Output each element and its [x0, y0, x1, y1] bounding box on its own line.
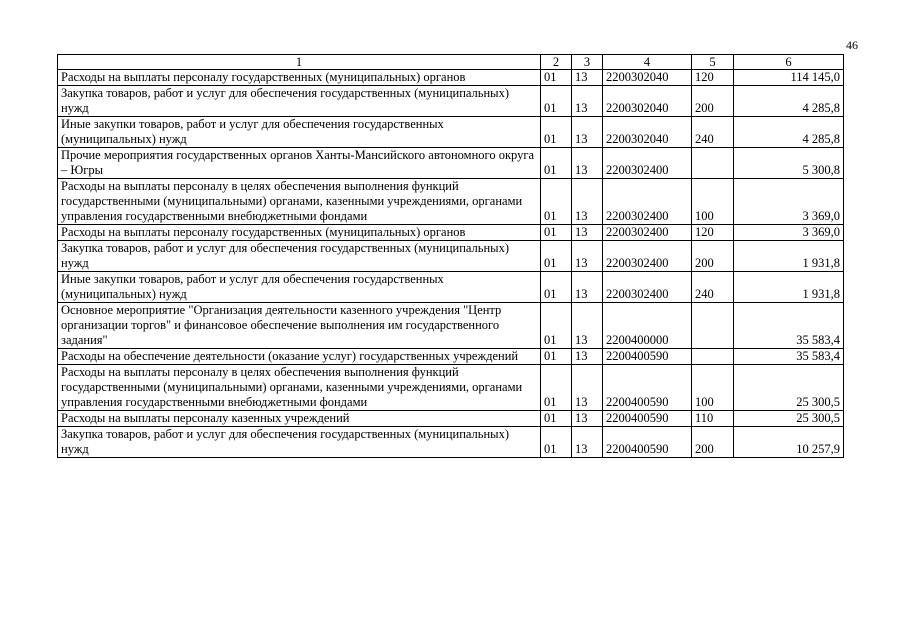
target-article-code: 2200302040: [603, 117, 692, 148]
amount: 35 583,4: [734, 303, 844, 349]
expense-type-code: [692, 303, 734, 349]
row-description: Расходы на обеспечение деятельности (оказание услуг) государственных учреждений: [58, 349, 541, 365]
subsection-code: 13: [572, 272, 603, 303]
amount: 1 931,8: [734, 272, 844, 303]
amount: 3 369,0: [734, 179, 844, 225]
column-header: 6: [734, 55, 844, 70]
column-header: 4: [603, 55, 692, 70]
expense-type-code: 120: [692, 225, 734, 241]
target-article-code: 2200302040: [603, 70, 692, 86]
table-row: [58, 86, 844, 117]
table-row: [58, 241, 844, 272]
target-article-code: 2200302040: [603, 86, 692, 117]
expense-type-code: 100: [692, 179, 734, 225]
section-code: 01: [541, 225, 572, 241]
subsection-code: 13: [572, 427, 603, 458]
table-row: [58, 349, 844, 365]
amount: 25 300,5: [734, 365, 844, 411]
section-code: 01: [541, 349, 572, 365]
target-article-code: 2200302400: [603, 225, 692, 241]
row-description: Расходы на выплаты персоналу в целях обеспечения выполнения функций государственными (муниципальными) органами, казенными учреждениями, органами управления государственными внебюджетными фондами: [58, 179, 541, 225]
table-row: [58, 225, 844, 241]
expense-type-code: 200: [692, 241, 734, 272]
row-description: Расходы на выплаты персоналу в целях обеспечения выполнения функций государственными (муниципальными) органами, казенными учреждениями, органами управления государственными внебюджетными фондами: [58, 365, 541, 411]
target-article-code: 2200302400: [603, 148, 692, 179]
row-description: Закупка товаров, работ и услуг для обеспечения государственных (муниципальных) нужд: [58, 86, 541, 117]
section-code: 01: [541, 365, 572, 411]
expense-type-code: 240: [692, 272, 734, 303]
expense-type-code: 110: [692, 411, 734, 427]
table-row: [58, 365, 844, 411]
section-code: 01: [541, 411, 572, 427]
table-row: [58, 179, 844, 225]
section-code: 01: [541, 117, 572, 148]
row-description: Закупка товаров, работ и услуг для обеспечения государственных (муниципальных) нужд: [58, 427, 541, 458]
target-article-code: 2200302400: [603, 241, 692, 272]
section-code: 01: [541, 70, 572, 86]
column-header: 3: [572, 55, 603, 70]
amount: 10 257,9: [734, 427, 844, 458]
subsection-code: 13: [572, 241, 603, 272]
section-code: 01: [541, 272, 572, 303]
section-code: 01: [541, 427, 572, 458]
subsection-code: 13: [572, 117, 603, 148]
subsection-code: 13: [572, 303, 603, 349]
row-description: Иные закупки товаров, работ и услуг для обеспечения государственных (муниципальных) нужд: [58, 272, 541, 303]
row-description: Расходы на выплаты персоналу государственных (муниципальных) органов: [58, 225, 541, 241]
amount: 35 583,4: [734, 349, 844, 365]
amount: 4 285,8: [734, 86, 844, 117]
row-description: Расходы на выплаты персоналу государственных (муниципальных) органов: [58, 70, 541, 86]
target-article-code: 2200400590: [603, 349, 692, 365]
table-row: [58, 272, 844, 303]
table-row: [58, 411, 844, 427]
target-article-code: 2200302400: [603, 272, 692, 303]
amount: 114 145,0: [734, 70, 844, 86]
table-row: [58, 117, 844, 148]
subsection-code: 13: [572, 365, 603, 411]
budget-table: [57, 54, 844, 458]
row-description: Прочие мероприятия государственных органов Ханты-Мансийского автономного округа – Югры: [58, 148, 541, 179]
row-description: Иные закупки товаров, работ и услуг для обеспечения государственных (муниципальных) нужд: [58, 117, 541, 148]
header-row: [58, 55, 844, 70]
amount: 5 300,8: [734, 148, 844, 179]
amount: 25 300,5: [734, 411, 844, 427]
target-article-code: 2200400590: [603, 365, 692, 411]
section-code: 01: [541, 241, 572, 272]
column-header: 2: [541, 55, 572, 70]
expense-type-code: 120: [692, 70, 734, 86]
section-code: 01: [541, 179, 572, 225]
section-code: 01: [541, 86, 572, 117]
page-number: 46: [846, 38, 858, 52]
subsection-code: 13: [572, 70, 603, 86]
row-description: Закупка товаров, работ и услуг для обеспечения государственных (муниципальных) нужд: [58, 241, 541, 272]
column-header: 5: [692, 55, 734, 70]
target-article-code: 2200400590: [603, 427, 692, 458]
subsection-code: 13: [572, 349, 603, 365]
column-header: 1: [58, 55, 541, 70]
expense-type-code: 100: [692, 365, 734, 411]
subsection-code: 13: [572, 225, 603, 241]
row-description: Расходы на выплаты персоналу казенных учреждений: [58, 411, 541, 427]
subsection-code: 13: [572, 411, 603, 427]
section-code: 01: [541, 303, 572, 349]
table-row: [58, 148, 844, 179]
amount: 1 931,8: [734, 241, 844, 272]
target-article-code: 2200302400: [603, 179, 692, 225]
section-code: 01: [541, 148, 572, 179]
target-article-code: 2200400000: [603, 303, 692, 349]
amount: 3 369,0: [734, 225, 844, 241]
amount: 4 285,8: [734, 117, 844, 148]
expense-type-code: [692, 349, 734, 365]
row-description: Основное мероприятие "Организация деятельности казенного учреждения "Центр организации торгов" и финансовое обеспечение выполнения им государственного задания": [58, 303, 541, 349]
table-row: [58, 427, 844, 458]
expense-type-code: 240: [692, 117, 734, 148]
target-article-code: 2200400590: [603, 411, 692, 427]
expense-type-code: 200: [692, 86, 734, 117]
expense-type-code: [692, 148, 734, 179]
table-row: [58, 70, 844, 86]
subsection-code: 13: [572, 148, 603, 179]
expense-type-code: 200: [692, 427, 734, 458]
table-row: [58, 303, 844, 349]
subsection-code: 13: [572, 86, 603, 117]
subsection-code: 13: [572, 179, 603, 225]
